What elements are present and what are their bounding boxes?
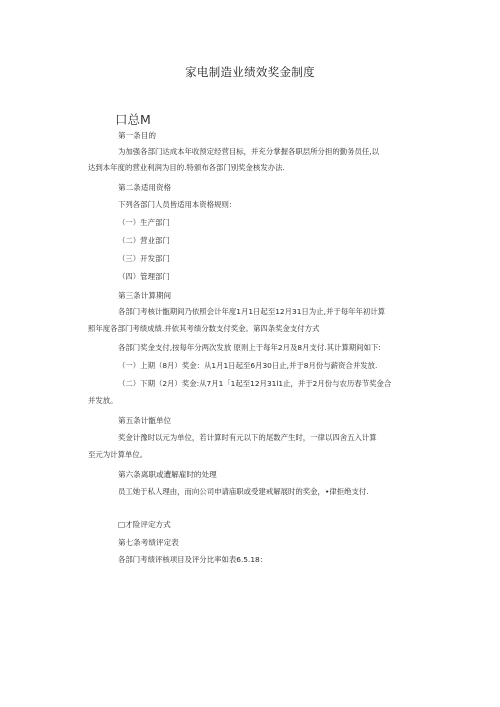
article-7-line-1: 各部门考绩评核项目及评分比率如表6.5.18：	[118, 555, 268, 564]
article-3-line-1: 各部门考核计甑期间乃依照会计年度1月1日起至12月31日为止,并于每年年初计算	[118, 307, 386, 316]
dept-item-production: （一）生产部门	[118, 218, 170, 227]
article-6-line-1: 员工她于私人理由，而向公司申请庙职或受建戒解展时的奖金，•律拒绝支付.	[118, 487, 369, 496]
chapter-heading-general: 口总M	[115, 112, 151, 127]
article-4-item-2-line-2: 并发放。	[88, 396, 118, 405]
chapter-heading-evaluation: □才险评定方式	[118, 520, 171, 529]
article-7-title: 第七条考绩评定表	[118, 538, 179, 547]
article-4-item-2-line-1: （二）下期（2月）奖金:从7月1「1起至12月31l1止，并于2月份与农历春节奖金合	[118, 379, 392, 388]
dept-item-development: （三）开发部门	[118, 254, 170, 263]
article-2-line-1: 下列各部门人员皆适用本资格规则：	[118, 200, 237, 209]
dept-item-sales: （二）营业部门	[118, 236, 170, 245]
article-4-item-1: （一）上期（8月）奖金：从1月1日起至6月30日止,并于8月份与薪资合并发放.	[118, 361, 378, 370]
article-1-line-1: 为加强各部门达成本年收预定经营目标，并充分掌握各职层所分担的勤务员任,以	[118, 147, 380, 156]
article-3-title: 第三条计算期间	[118, 291, 172, 300]
dept-item-management: （四）管理部门	[118, 272, 170, 281]
article-5-line-1: 奖金计豫时以元为单位，若计算时有元以下的尾数产生时，一律以四舍五入计算	[118, 433, 377, 442]
article-3-line-2: 照年度各部门考绩成绩.并依其考绩分数支付奖金。第四条奖金支付方式	[88, 324, 320, 333]
article-4-line-1: 各部门奖金支付,按每年分两次发放 原则上于每年2月及8月支付.其计算期间如下:	[118, 343, 381, 352]
article-5-line-2: 至元为计算单位。	[88, 450, 148, 459]
article-2-title: 第二条适用资格	[118, 183, 172, 192]
document-title: 家电制造业绩效奖金制度	[185, 65, 315, 79]
article-5-title: 第五条计甑单位	[118, 416, 172, 425]
article-6-title: 第六条离职或遭解雇时的处理	[118, 470, 217, 479]
article-1-title: 第一条目的	[118, 131, 156, 140]
article-1-line-2: 达到本年度的营业利润为目的.特颁布各部门别奖金核发办法.	[88, 163, 285, 172]
